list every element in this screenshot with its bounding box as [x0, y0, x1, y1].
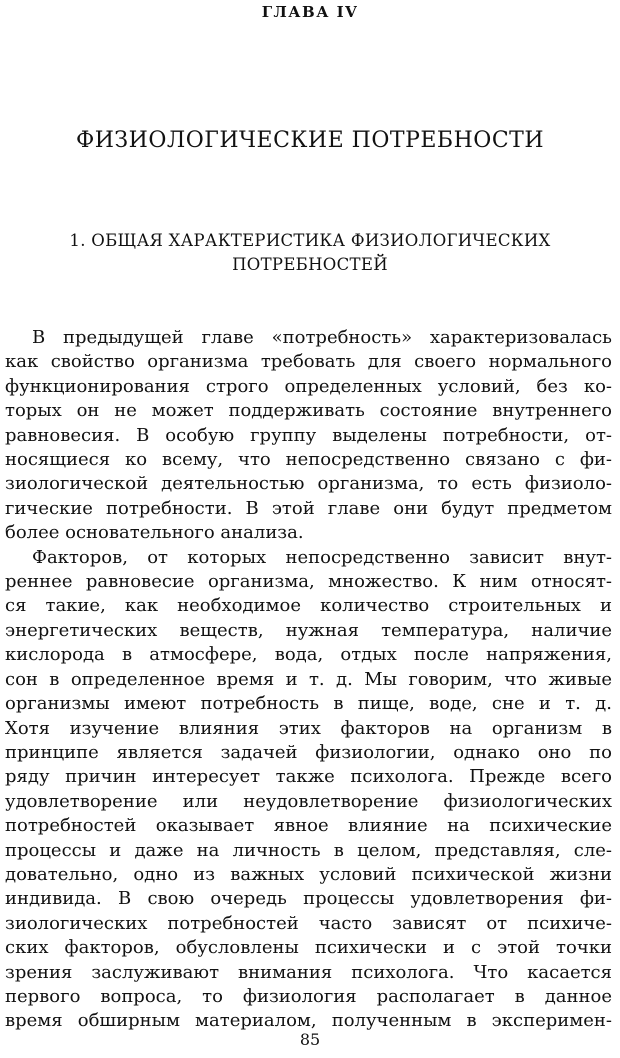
paragraph-line: В предыдущей главе «потребность» характеризовалась [32, 327, 612, 348]
paragraph-line: кислорода в атмосфере, вода, отдых после напряжения, [5, 644, 612, 666]
paragraph-line: организмы имеют потребность в пище, воде, сне и т. д. [5, 693, 612, 715]
paragraph-line: довательно, одно из важных условий психической жизни [5, 863, 612, 885]
paragraph-line: первого вопроса, то физиология располагает в данное [5, 985, 612, 1007]
paragraph-line: энергетических веществ, нужная температура, наличие [5, 619, 612, 641]
paragraph-line: торых он не может поддерживать состояние внутреннего [5, 400, 612, 422]
paragraph-line: Факторов, от которых непосредственно зависит внут- [32, 546, 612, 568]
paragraph-line: ся такие, как необходимое количество строительных и [5, 595, 612, 617]
paragraph-line: Хотя изучение влияния этих факторов на организм в [5, 717, 612, 739]
paragraph-line: более основательного анализа. [5, 522, 304, 544]
paragraph-line: носящиеся ко всему, что непосредственно связано с фи- [5, 449, 612, 471]
paragraph-line: процессы и даже на личность в целом, представляя, сле- [5, 839, 612, 861]
running-head: ГЛАВА IV [261, 3, 359, 21]
section-title-line: ПОТРЕБНОСТЕЙ [232, 255, 388, 274]
paragraph-line: принципе является задачей физиологии, однако оно по [5, 741, 612, 763]
paragraph-line: индивида. В свою очередь процессы удовлетворения фи- [5, 888, 612, 910]
page-number: 85 [299, 1030, 321, 1049]
paragraph-line: равновесия. В особую группу выделены потребности, от- [5, 424, 612, 446]
paragraph-line: функционирования строго определенных условий, без ко- [5, 375, 612, 397]
paragraph-line: зиологических потребностей часто зависят от психиче- [5, 912, 612, 934]
paragraph-line: время обширным материалом, полученным в эксперимен- [5, 1010, 612, 1032]
paragraph-line: потребностей оказывает явное влияние на психические [5, 815, 612, 837]
paragraph-line: реннее равновесие организма, множество. К ним относят- [5, 571, 612, 593]
section-title-line: 1. ОБЩАЯ ХАРАКТЕРИСТИКА ФИЗИОЛОГИЧЕСКИХ [69, 231, 551, 250]
chapter-title: ФИЗИОЛОГИЧЕСКИЕ ПОТРЕБНОСТИ [75, 128, 545, 153]
paragraph-line: ряду причин интересует также психолога. Прежде всего [5, 766, 612, 788]
paragraph-line: ских факторов, обусловлены психически и с этой точки [5, 937, 612, 959]
section-title [40, 229, 580, 277]
paragraph-line: зиологической деятельностью организма, то есть физиоло- [5, 473, 612, 495]
paragraph-line: зрения заслуживают внимания психолога. Что касается [5, 961, 612, 983]
paragraph-line: сон в определенное время и т. д. Мы говорим, что живые [5, 668, 612, 690]
paragraph-line: как свойство организма требовать для своего нормального [5, 351, 612, 373]
paragraph-line: гические потребности. В этой главе они будут предметом [5, 497, 612, 519]
body-text [5, 326, 612, 1034]
paragraph-line: удовлетворение или неудовлетворение физиологических [5, 790, 612, 812]
